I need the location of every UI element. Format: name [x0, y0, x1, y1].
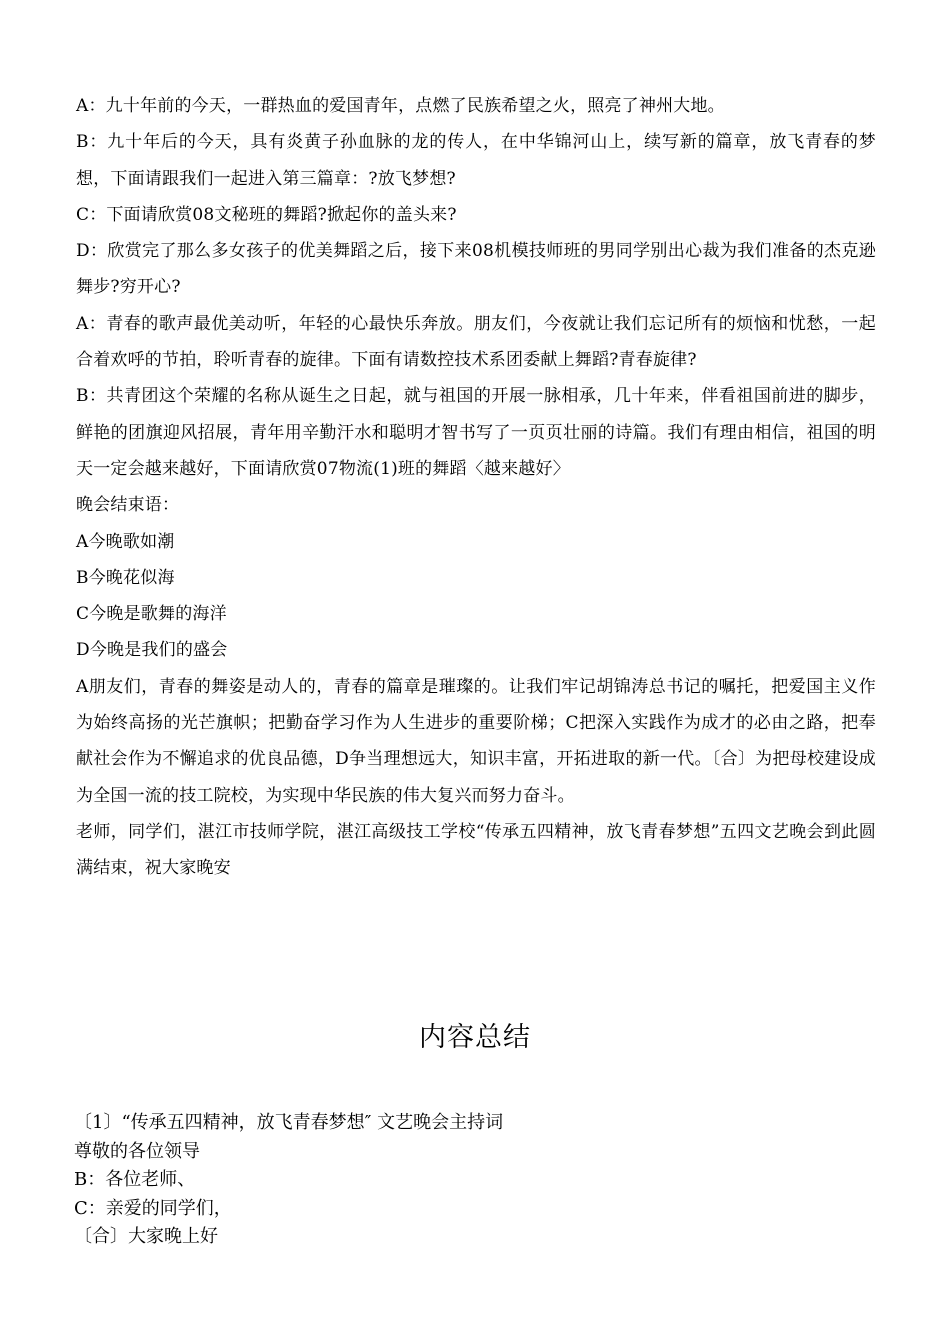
closing-paragraph-goodnight: 老师，同学们，湛江市技师学院，湛江高级技工学校“传承五四精神，放飞青春梦想”五四文艺晚会到此圆满结束，祝大家晚安	[76, 821, 876, 879]
closing-paragraph-friends: A朋友们，青春的舞姿是动人的，青春的篇章是璀璨的。让我们牢记胡锦涛总书记的嘱托，把爱国主义作为始终高扬的光芒旗帜；把勤奋学习作为人生进步的重要阶梯；C把深入实践作为成才的必由之路，把奉献社会作为不懈追求的优良品德，D争当理想远大，知识丰富，开拓进取的新一代。〔合〕为把母校建设成为全国一流的技工院校，为实现中华民族的伟大复兴而努力奋斗。	[76, 676, 876, 806]
paragraph-host-a-intro: A：九十年前的今天，一群热血的爱国青年，点燃了民族希望之火，照亮了神州大地。	[76, 96, 725, 116]
summary-line: 〔合〕大家晚上好	[74, 1226, 218, 1248]
summary-line: C：亲爱的同学们，	[74, 1197, 232, 1219]
summary-line: 〔1〕“传承五四精神，放飞青春梦想″ 文艺晚会主持词	[74, 1112, 504, 1133]
closing-line-c: C今晚是歌舞的海洋	[76, 604, 227, 625]
paragraph-host-d-jackson: D：欣赏完了那么多女孩子的优美舞蹈之后，接下来08机模技师班的男同学别出心裁为我们准备的杰克逊舞步?穷开心?	[76, 241, 876, 298]
paragraph-host-a-youth-song: A：青春的歌声最优美动听，年轻的心最快乐奔放。朋友们，今夜就让我们忘记所有的烦恼和忧愁，一起合着欢呼的节拍，聆听青春的旋律。下面有请数控技术系团委献上舞蹈?青春旋律?	[76, 313, 876, 371]
paragraph-host-b-chapter-three: B：九十年后的今天，具有炎黄子孙血脉的龙的传人，在中华锦河山上，续写新的篇章，放飞青春的梦想，下面请跟我们一起进入第三篇章：?放飞梦想?	[76, 132, 876, 189]
summary-line: B：各位老师、	[74, 1169, 196, 1191]
closing-line-b: B今晚花似海	[76, 567, 175, 588]
closing-heading: 晚会结束语：	[76, 495, 180, 516]
summary-body	[74, 1109, 874, 1252]
summary-line: 尊敬的各位领导	[74, 1140, 200, 1162]
paragraph-host-b-league: B：共青团这个荣耀的名称从诞生之日起，就与祖国的开展一脉相承，几十年来，伴看祖国前进的脚步，鲜艳的团旗迎风招展，青年用辛勤汗水和聪明才智书写了一页页壮丽的诗篇。我们有理由相信，祖国的明天一定会越来越好，下面请欣赏07物流(1)班的舞蹈〈越来越好〉	[76, 386, 876, 479]
paragraph-host-c-dance: C：下面请欣赏08文秘班的舞蹈?掀起你的盖头来?	[76, 204, 457, 225]
summary-title: 内容总结	[419, 1022, 531, 1053]
closing-line-a: A今晚歌如潮	[76, 531, 175, 552]
closing-line-d: D今晚是我们的盛会	[76, 640, 228, 661]
script-body	[76, 88, 876, 887]
